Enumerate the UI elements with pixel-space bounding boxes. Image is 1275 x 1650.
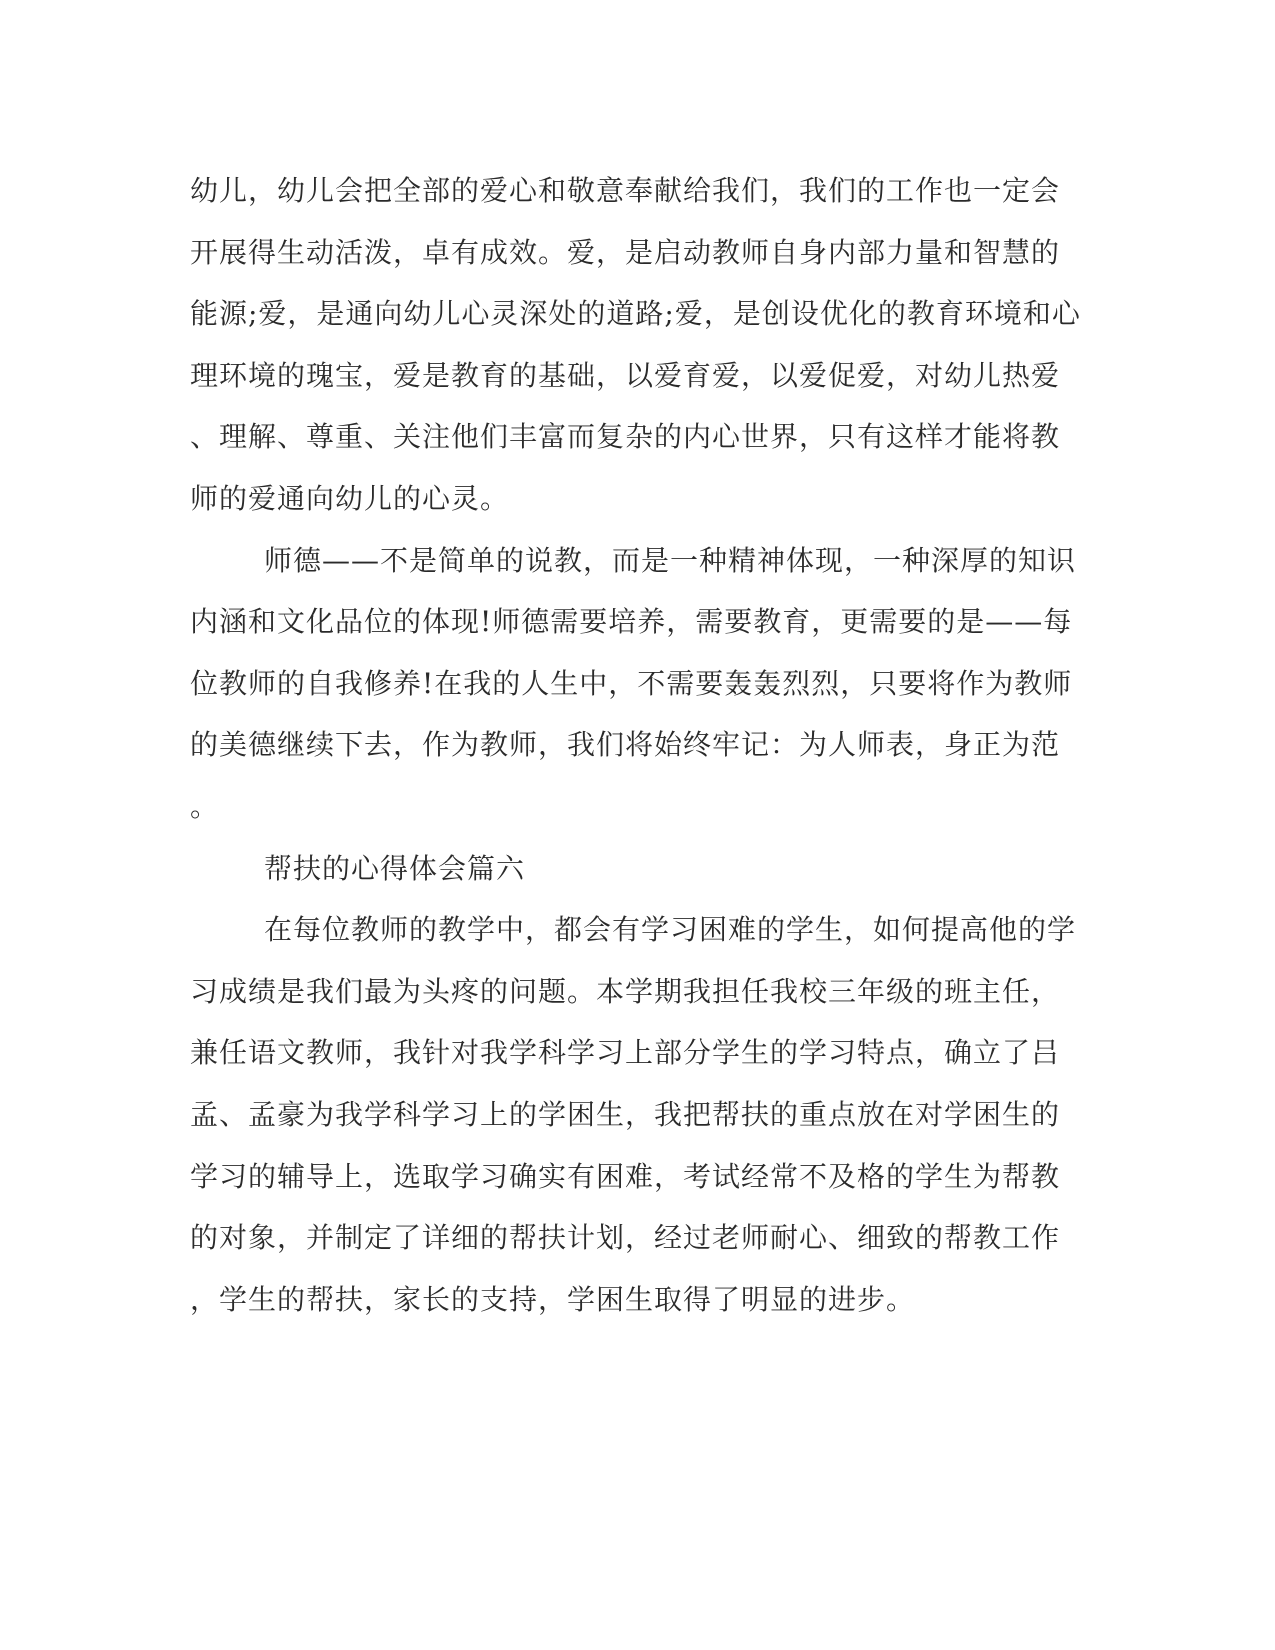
- text-line: 的对象，并制定了详细的帮扶计划，经过老师耐心、细致的帮教工作: [190, 1221, 1061, 1255]
- text-line: 习成绩是我们最为头疼的问题。本学期我担任我校三年级的班主任，: [190, 974, 1061, 1008]
- text-line: 。: [190, 789, 220, 823]
- text-line: 师的爱通向幼儿的心灵。: [190, 481, 510, 515]
- paragraph-start-line: 在每位教师的教学中，都会有学习困难的学生，如何提高他的学: [264, 913, 1077, 947]
- paragraph-start-line: 师德——不是简单的说教，而是一种精神体现，一种深厚的知识: [264, 543, 1077, 577]
- text-line: 学习的辅导上，选取学习确实有困难，考试经常不及格的学生为帮教: [190, 1159, 1061, 1193]
- text-line: 能源;爱，是通向幼儿心灵深处的道路;爱，是创设优化的教育环境和心: [190, 297, 1081, 331]
- document-body: [190, 160, 1090, 1330]
- text-line: 理环境的瑰宝，爱是教育的基础，以爱育爱，以爱促爱，对幼儿热爱: [190, 358, 1061, 392]
- text-line: 、理解、尊重、关注他们丰富而复杂的内心世界，只有这样才能将教: [190, 420, 1061, 454]
- text-line: ，学生的帮扶，家长的支持，学困生取得了明显的进步。: [190, 1282, 916, 1316]
- text-line: 内涵和文化品位的体现!师德需要培养，需要教育，更需要的是——每: [190, 605, 1073, 639]
- text-line: 幼儿，幼儿会把全部的爱心和敬意奉献给我们，我们的工作也一定会: [190, 174, 1061, 207]
- text-line: 兼任语文教师，我针对我学科学习上部分学生的学习特点，确立了吕: [190, 1036, 1061, 1070]
- text-line: 位教师的自我修养!在我的人生中，不需要轰轰烈烈，只要将作为教师: [190, 666, 1073, 700]
- section-heading: 帮扶的心得体会篇六: [264, 851, 526, 885]
- text-line: 孟、孟豪为我学科学习上的学困生，我把帮扶的重点放在对学困生的: [190, 1097, 1061, 1131]
- text-line: 开展得生动活泼，卓有成效。爱，是启动教师自身内部力量和智慧的: [190, 235, 1061, 269]
- text-line: 的美德继续下去，作为教师，我们将始终牢记：为人师表，身正为范: [190, 728, 1061, 762]
